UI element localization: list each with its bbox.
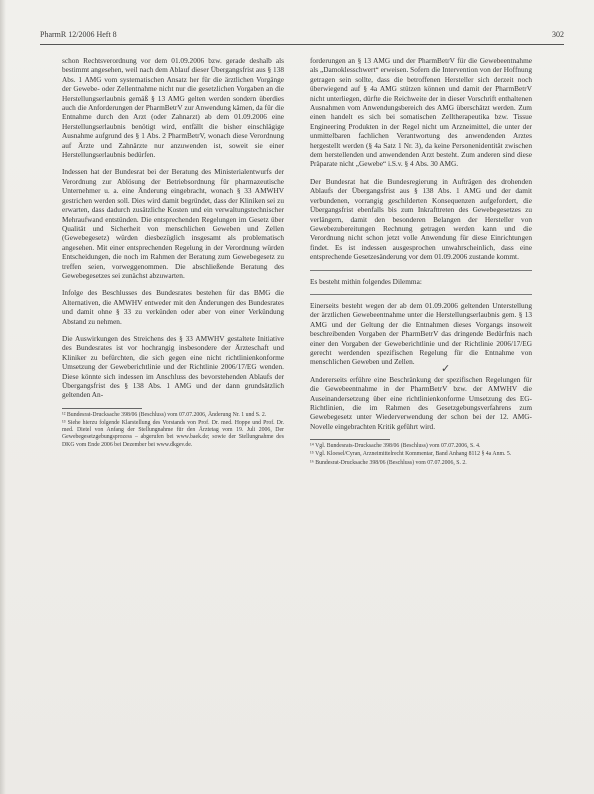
- footnote: ¹² Bundesrat-Drucksache 398/06 (Beschluss) vom 07.07.2006, Änderung Nr. 1 und S. 2.: [62, 411, 267, 418]
- footnote: ¹⁵ Vgl. Kloesel/Cyran, Arzneimittelrecht Kommentar, Band Anhang 8112 § 4a Anm. 5.: [310, 451, 512, 458]
- body-paragraph: forderungen an § 13 AMG und der PharmBetrV für die Gewebeentnahme als „Damoklesschwert“ erweisen. Sofern die Intervention von der Hoffnung getragen sein sollte, dass die betroffenen Hersteller sich derzeit noch überwiegend auf § 4a AMG stützen können und damit der PharmBetrV nicht unterliegen, dürfte die Reichweite der in dieser Vorschrift enthaltenen Ausnahmen vom Anwendungsbereich des AMG überschätzt werden. Zum einen handelt es sich bei somatischen Zelltherapeutika bzw. Tissue Engineering Produkten in der Regel nicht um Arzneimittel, die unter der unmittelbaren fachlichen Verantwortung des anwendenden Arztes hergestellt werden (§ 4a Satz 1 Nr. 3), da keine Personenidentität zwischen dem herstellenden und anwendenden Arzt besteht. Zum anderen sind diese Präparate nicht „Gewebe“ i.S.v. § 4 Abs. 30 AMG.: [310, 56, 532, 169]
- body-paragraph: Indessen hat der Bundesrat bei der Beratung des Ministerialentwurfs der Verordnung zur Ablösung der Betriebsordnung für pharmazeutische Unternehmer u. a. eine Änderung eingebracht, wonach § 33 AMWHV gestrichen werden soll. Dies wird damit begründet, dass der Kliniken sei zu erwarten, dass dadurch zusätzliche Kosten und ein verwaltungstechnischer Mehraufwand entstünden. Die entsprechenden Regelungen im Gesetz über Qualität und Sicherheit von menschlichen Geweben und Zellen (Gewebegesetz) würden diesbezüglich insgesamt als problematisch angesehen. Mit einer entsprechenden Regelung in der Verordnung würden Entscheidungen, die noch im Rahmen der Beratung zum Gewebegesetz zu treffen seien, vorweggenommen. Die abschließende Beratung des Gewebegesetzes sei zunächst abzuwarten.: [62, 167, 284, 280]
- footnote-rule: [310, 439, 390, 440]
- section-divider: [310, 270, 532, 271]
- handwritten-check-mark: ✓: [441, 362, 451, 375]
- body-paragraph: Die Auswirkungen des Streichens des § 33 AMWHV gestaltete Initiative des Bundesrates ist vor hochrangig insbesondere der Ärzteschaft und Kliniker zu befürchten, die sich gegen eine nicht richtlinienkonforme Umsetzung der Geweberichtlinie und der Richtlinie 2006/17/EG wenden. Diese könnte sich indessen im Anschluss des bevorstehenden Ablaufs der Übergangsfrist des § 138 Abs. 1 AMG und der dann grundsätzlich geltenden An-: [62, 333, 284, 400]
- footnote: ¹⁴ Vgl. Bundesrats-Drucksache 398/06 (Beschluss) vom 07.07.2006, S. 4.: [310, 443, 481, 450]
- body-paragraph: Andererseits erführe eine Beschränkung der spezifischen Regelungen für die Gewebeentnahme in der PharmBetrV bzw. der AMWHV die Auseinandersetzung über eine richtlinienkonforme Umsetzung des EG-Richtlinien, die im Rahmen des Gesetzgebungsverfahrens zum Gewebegesetz unter Wiederverwendung der schon bei der 12. AMG-Novelle eingebrachten Kritik geführt wird.: [310, 374, 532, 431]
- running-header: [40, 30, 564, 42]
- left-column: [62, 56, 284, 450]
- footnotes-right: [310, 443, 532, 467]
- body-paragraph: Infolge des Beschlusses des Bundesrates bestehen für das BMG die Alternativen, die AMWHV entweder mit den Änderungen des Bundesrates und damit ohne § 33 zu verkünden oder aber von einer Verkündung Abstand zu nehmen.: [62, 288, 284, 326]
- header-rule: [40, 44, 564, 45]
- right-column: [310, 56, 532, 468]
- lead-sentence: Es besteht mithin folgendes Dilemma:: [310, 276, 422, 286]
- scan-edge-shadow: [0, 0, 6, 794]
- footnotes-left: [62, 412, 284, 449]
- body-paragraph: Einerseits besteht wegen der ab dem 01.09.2006 geltenden Unterstellung der ärztlichen Gewebeentnahme unter die Herstellungserlaubnis gem. § 13 AMG und der Geltung der die Entnahmen dieses Vorgangs insoweit beschreibenden Vorgaben der PharmBetrV das dringende Bedürfnis nach einer den Vorgaben der Geweberichtlinie und der Richtlinie 2006/17/EG gerecht werdenden spezifischen Regelung für die Entnahme von menschlichen Geweben und Zellen.: [310, 300, 532, 367]
- footnote: ¹³ Siehe hierzu folgende Klarstellung des Vorstands von Prof. Dr. med. Hoppe und Prof. Dr. med. Dietel von Anfang der Stellungnahme für den Ärztetag vom 19. Juli 2006, Der Gewebegesetzgebungsprozess – abgerufen bei www.baek.de; sowie der Stellungnahme des DKG vom Ende 2006 bei Dezember bei www.dkgev.de.: [62, 420, 284, 448]
- body-paragraph: Der Bundesrat hat die Bundesregierung in Aufträgen des drohenden Ablaufs der Übergangsfrist aus § 138 Abs. 1 AMG und der damit verbundenen, vorrangig geschilderten Konsequenzen aufgefordert, die Übergangsfrist ebenfalls bis zum Inkrafttreten des Gewebegesetzes zu verlängern, damit den besonderen Belangen der Hersteller von Gewebezubereitungen Rechnung getragen werden kann und die Verordnung nicht schon jetzt volle Anwendung für diese Einrichtungen findet. Es ist indessen ausgesprochen unwahrscheinlich, dass eine entsprechende Gesetzesänderung vor dem 01.09.2006 zustande kommt.: [310, 176, 532, 262]
- section-divider: [310, 294, 532, 295]
- body-paragraph: schon Rechtsverordnung vor dem 01.09.2006 bzw. gerade deshalb als bestimmt angesehen, weil nach dem Ablauf dieser Übergangsfrist aus § 138 Abs. 1 AMG vom systematischen Ansatz her für die ärztlichen Vorgänge der Gewebe- oder Zellentnahme nicht nur die gesetzlichen Vorgaben an die Herstellungserlaubnis gemäß § 13 AMG gelten werden sondern überdies auch die Anforderungen der PharmBetrV zur Anwendung kämen, da für die Entnahme durch den Arzt (oder Zahnarzt) ab dem 01.09.2006 eine Herstellungserlaubnis benötigt wird, entfällt die bisher einschlägige Ausnahme aufgrund des § 1 Abs. 2 PharmBetrV, wonach diese Verordnung auf Ärzte und Zahnärzte nur anzuwenden ist, soweit sie einer Herstellungserlaubnis bedürfen.: [62, 56, 284, 160]
- page-number: 302: [552, 30, 564, 39]
- footnote: ¹⁶ Bundesrat-Drucksache 398/06 (Beschluss) vom 07.07.2006, S. 2.: [310, 459, 467, 466]
- footnote-rule: [62, 408, 142, 409]
- journal-reference: PharmR 12/2006 Heft 8: [40, 30, 117, 39]
